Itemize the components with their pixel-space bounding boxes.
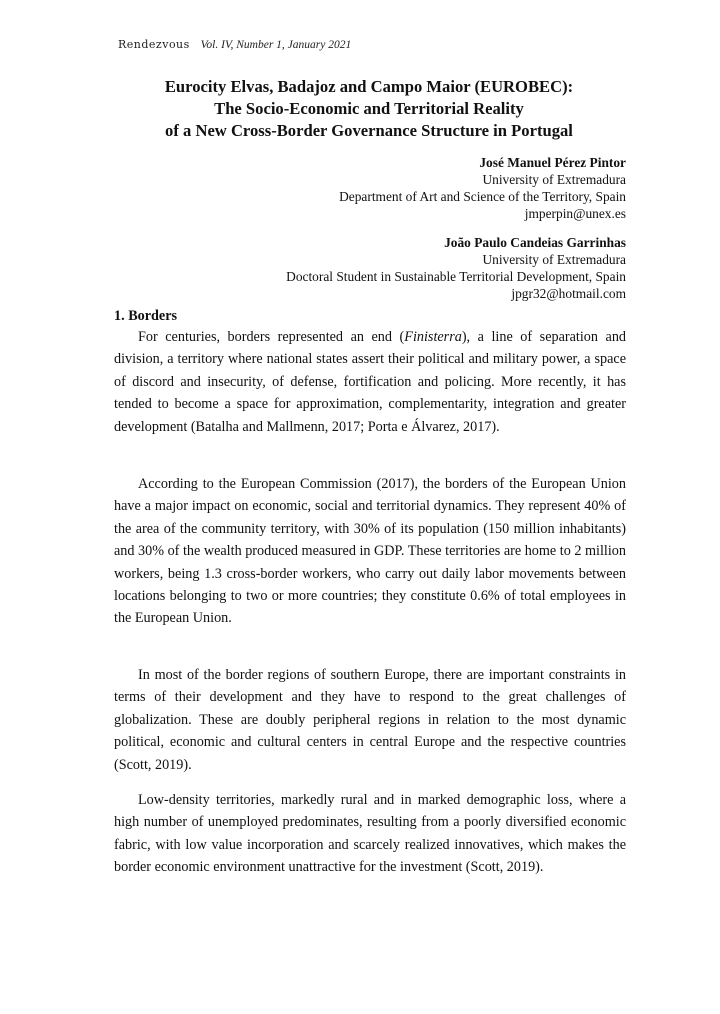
author-department: Doctoral Student in Sustainable Territorial Development, Spain	[286, 269, 626, 284]
running-head	[118, 38, 351, 51]
author-block-1	[339, 154, 626, 222]
issue-info: Vol. IV, Number 1, January 2021	[200, 39, 352, 51]
paragraph-1-emphasis: Finisterra	[404, 329, 462, 345]
author-block-2	[286, 234, 626, 302]
title-line-1: Eurocity Elvas, Badajoz and Campo Maior (EUROBEC):	[164, 77, 574, 96]
author-affiliation: University of Extremadura	[482, 252, 626, 267]
paragraph-1-rest: ), a line of separation and division, a territory where national states assert their political and military power, a space of discord and insecurity, of defense, fortification and policing. More recently, it has tended to become a space for approximation, complementarity, integration and greater development (Batalha and Mallmenn, 2017; Porta e Álvarez, 2017).	[114, 329, 627, 435]
journal-name: Rendezvous	[118, 38, 190, 51]
paragraph-1-start: For centuries, borders represented an end (	[138, 329, 405, 345]
title-line-3: of a New Cross-Border Governance Structure in Portugal	[165, 121, 573, 140]
author-email: jmperpin@unex.es	[524, 206, 626, 221]
paragraph-3: In most of the border regions of southern Europe, there are important constraints in terms of their development and they have to respond to the great challenges of globalization. These are doubly peripheral regions in relation to the most dynamic political, economic and cultural centers in central Europe and the respective countries (Scott, 2019).	[114, 667, 626, 773]
author-name: João Paulo Candeias Garrinhas	[444, 235, 626, 250]
author-affiliation: University of Extremadura	[482, 172, 626, 187]
author-name: José Manuel Pérez Pintor	[479, 155, 626, 170]
article-title	[110, 76, 628, 142]
paragraph-1	[114, 326, 626, 438]
title-line-2: The Socio-Economic and Territorial Reality	[214, 99, 524, 118]
author-email: jpgr32@hotmail.com	[511, 286, 626, 301]
section-heading: 1. Borders	[114, 308, 178, 324]
paragraph-4: Low-density territories, markedly rural and in marked demographic loss, where a high number of unemployed predominates, resulting from a poorly diversified economic fabric, with low value incorporation and scarcely realized innovatives, which makes the border economic environment unattractive for the investment (Scott, 2019).	[114, 792, 626, 876]
paragraph-2: According to the European Commission (2017), the borders of the European Union have a major impact on economic, social and territorial dynamics. They represent 40% of the area of the community territory, with 30% of its population (150 million inhabitants) and 30% of the wealth produced measured in GDP. These territories are home to 2 million workers, being 1.3 cross-border workers, who carry out daily labor movements between locations belonging to two or more countries; they constitute 0.6% of total employees in the European Union.	[114, 476, 626, 627]
author-department: Department of Art and Science of the Territory, Spain	[339, 189, 626, 204]
